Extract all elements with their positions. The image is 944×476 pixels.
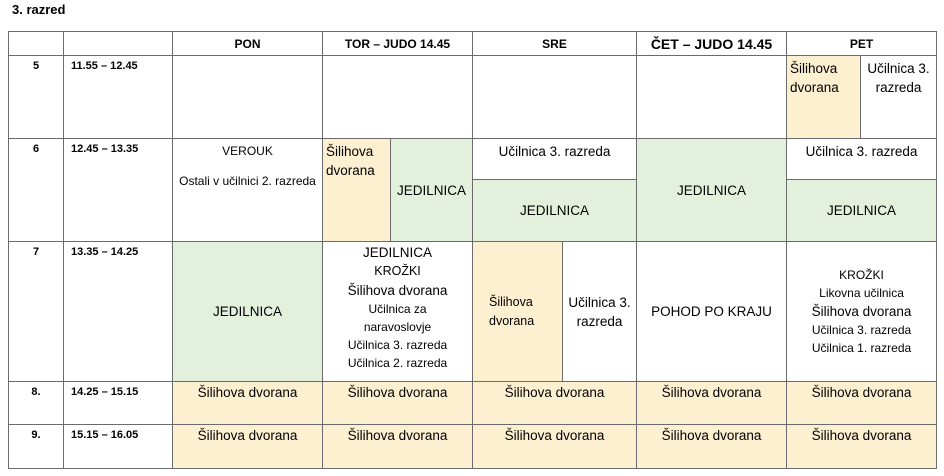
cell-p7-pet: [787, 242, 937, 382]
period-row-9: [9, 425, 937, 469]
cell-p8-tor: Šilihova dvorana: [323, 382, 473, 425]
cell-p7-pet-line: Likovna učilnica: [819, 286, 904, 300]
cell-empty: [637, 56, 787, 139]
period-time: 13.35 – 14.25: [64, 242, 173, 382]
period-time: 15.15 – 16.05: [64, 425, 173, 469]
period-number: 5: [9, 56, 64, 139]
cell-empty: [173, 56, 323, 139]
cell-p7-tor-line: Šilihova dvorana: [347, 283, 448, 298]
cell-p7-tor-line: JEDILNICA: [362, 245, 433, 260]
cell-p7-tor: [323, 242, 473, 382]
cell-p5-pet-ucilnica: Učilnica 3. razreda: [861, 56, 937, 139]
cell-p7-tor-line: KROŽKI: [374, 264, 421, 278]
cell-p6-pon-verouk: VEROUK: [222, 144, 273, 158]
cell-p5-pet-dvorana: Šilihova dvorana: [787, 56, 861, 139]
cell-empty: [323, 56, 473, 139]
cell-p9-sre: Šilihova dvorana: [473, 425, 637, 469]
period-number: 7: [9, 242, 64, 382]
cell-p7-pet-line: Šilihova dvorana: [811, 304, 912, 319]
header-time: [64, 32, 173, 56]
cell-p7-tor-line: Učilnica 2. razreda: [347, 356, 448, 370]
cell-p6-pet-ucilnica: Učilnica 3. razreda: [787, 139, 937, 180]
header-day-cet: ČET – JUDO 14.45: [637, 32, 787, 56]
period-number: 9.: [9, 425, 64, 469]
cell-p9-cet: Šilihova dvorana: [637, 425, 787, 469]
page-title: 3. razred: [12, 2, 66, 17]
header-day-sre: SRE: [473, 32, 637, 56]
cell-p7-pet-line: Učilnica 1. razreda: [811, 341, 912, 355]
cell-p6-sre-ucilnica: Učilnica 3. razreda: [473, 139, 637, 180]
period-number: 8.: [9, 382, 64, 425]
cell-p7-sre-dvorana: Šilihova dvorana: [473, 242, 563, 382]
cell-p6-tor-dvorana: Šilihova dvorana: [323, 139, 391, 242]
cell-p6-pon-ostali: Ostali v učilnici 2. razreda: [179, 174, 316, 188]
cell-p7-tor-line: Učilnica za naravoslovje: [363, 302, 432, 334]
cell-p6-pon: [173, 139, 323, 242]
header-row: [9, 32, 937, 56]
cell-empty: [473, 56, 637, 139]
cell-p8-pon: Šilihova dvorana: [173, 382, 323, 425]
header-day-pet: PET: [787, 32, 937, 56]
period-row-5: [9, 56, 937, 139]
cell-p6-pet-jedilnica: JEDILNICA: [787, 180, 937, 242]
cell-p9-pet: Šilihova dvorana: [787, 425, 937, 469]
period-time: 14.25 – 15.15: [64, 382, 173, 425]
cell-p7-tor-line: Učilnica 3. razreda: [347, 338, 448, 352]
cell-p7-sre-ucilnica: Učilnica 3. razreda: [563, 242, 637, 382]
schedule-table: [8, 31, 937, 469]
cell-p8-sre: Šilihova dvorana: [473, 382, 637, 425]
cell-p7-cet-pohod: POHOD PO KRAJU: [637, 242, 787, 382]
cell-p8-cet: Šilihova dvorana: [637, 382, 787, 425]
period-row-7: [9, 242, 937, 382]
header-num: [9, 32, 64, 56]
period-row-6: [9, 139, 937, 180]
period-time: 11.55 – 12.45: [64, 56, 173, 139]
period-time: 12.45 – 13.35: [64, 139, 173, 242]
cell-p8-pet: Šilihova dvorana: [787, 382, 937, 425]
period-row-8: [9, 382, 937, 425]
cell-p6-tor-jedilnica: JEDILNICA: [391, 139, 473, 242]
cell-p9-tor: Šilihova dvorana: [323, 425, 473, 469]
cell-p7-pet-line: Učilnica 3. razreda: [811, 323, 912, 337]
cell-p7-pon-jedilnica: JEDILNICA: [173, 242, 323, 382]
cell-p7-pet-line: KROŽKI: [839, 268, 884, 282]
period-number: 6: [9, 139, 64, 242]
header-day-pon: PON: [173, 32, 323, 56]
cell-p9-pon: Šilihova dvorana: [173, 425, 323, 469]
cell-p6-sre-jedilnica: JEDILNICA: [473, 180, 637, 242]
cell-p6-cet-jedilnica: JEDILNICA: [637, 139, 787, 242]
header-day-tor: TOR – JUDO 14.45: [323, 32, 473, 56]
